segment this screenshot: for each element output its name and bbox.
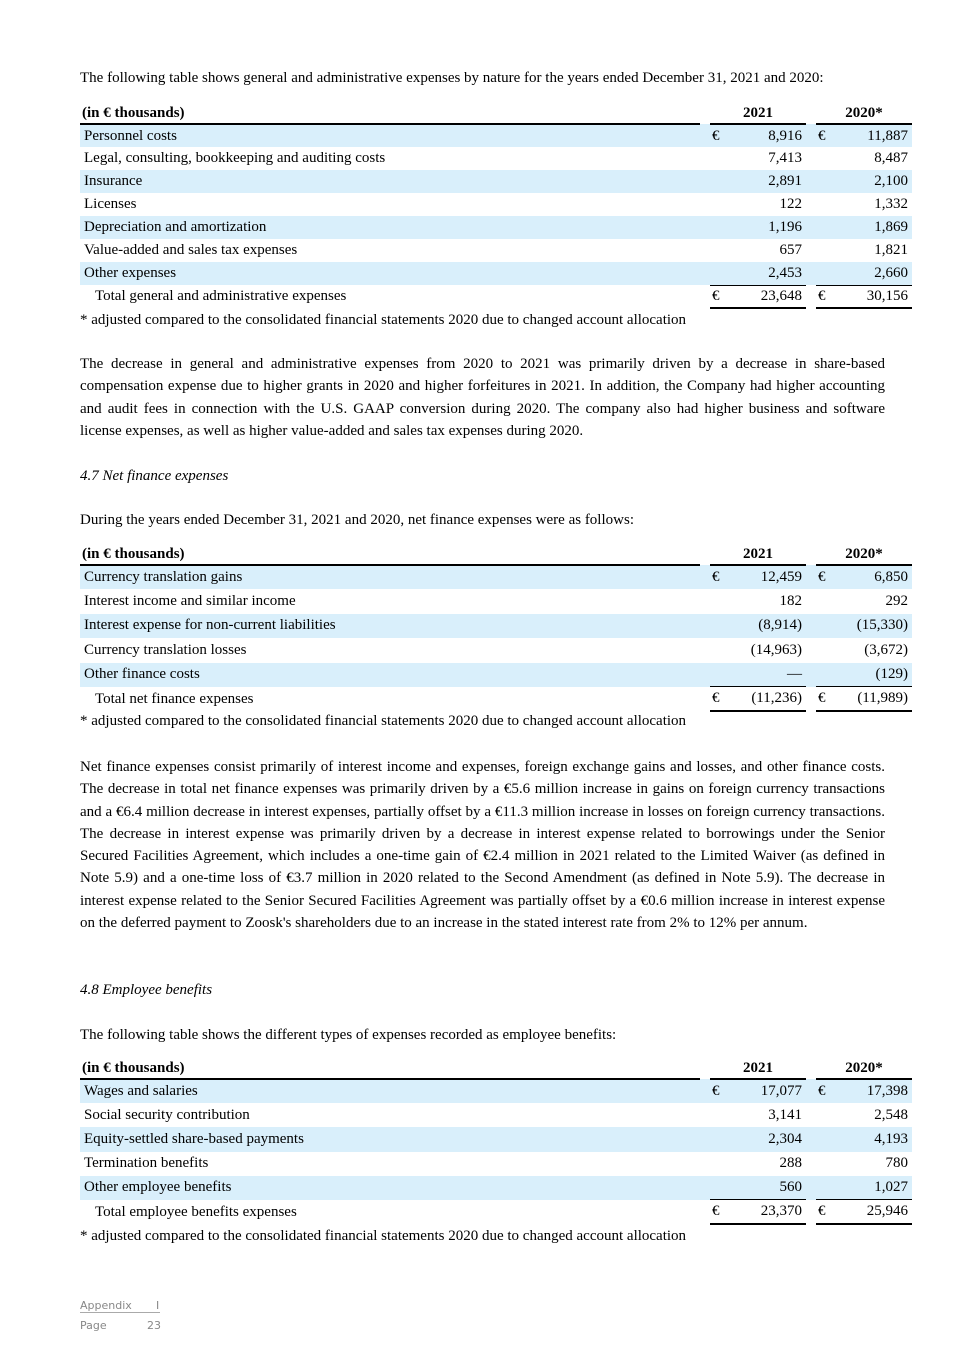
table-footnote: * adjusted compared to the consolidated financial statements 2020 due to changed account allocation	[80, 713, 687, 729]
currency-2020: €	[816, 285, 836, 308]
currency-2020	[816, 638, 836, 662]
section-heading-net-finance: 4.7 Net finance expenses	[80, 468, 229, 484]
currency-2021	[710, 147, 730, 170]
ga-expenses-paragraph: The decrease in general and administrative expenses from 2020 to 2021 was primarily driven by a decrease in share-based compensation expense due to higher grants in 2020 and higher forfeitures in 2021. In addition, the Company had higher accounting and audit fees in connection with the U.S. GAAP conversion during 2020. The company also had higher business and software license expenses, as well as higher value-added and sales tax expenses during 2020.	[80, 356, 885, 440]
value-2021: (11,236)	[730, 687, 806, 711]
value-2021: 1,196	[730, 216, 806, 239]
table-row	[80, 1103, 912, 1127]
value-2020: 6,850	[836, 565, 912, 589]
value-2021: 3,141	[768, 1106, 802, 1123]
row-label: Total net finance expenses	[95, 690, 254, 707]
row-label: Insurance	[80, 170, 700, 193]
row-label: Wages and salaries	[80, 1079, 700, 1103]
row-label: Interest expense for non-current liabilities	[80, 614, 700, 638]
table-row	[80, 663, 912, 687]
value-2020: (15,330)	[836, 614, 912, 638]
employee-benefits-table	[80, 1059, 912, 1225]
table-header-row	[80, 104, 912, 124]
row-label: Equity-settled share-based payments	[80, 1127, 700, 1151]
row-label: Total general and administrative expenses	[95, 288, 347, 304]
currency-2020: €	[816, 1200, 836, 1224]
value-2021: 17,077	[730, 1079, 806, 1103]
currency-2021	[710, 638, 730, 662]
currency-2021	[710, 1127, 730, 1151]
table-row	[80, 124, 912, 147]
table-row	[80, 1152, 912, 1176]
currency-2020	[816, 1176, 836, 1200]
row-label: Other expenses	[80, 262, 700, 285]
value-2021: 2,304	[730, 1127, 806, 1151]
currency-2021	[710, 262, 730, 285]
value-2021: —	[730, 663, 806, 687]
value-2020: (3,672)	[864, 641, 908, 658]
currency-2021: €	[710, 1200, 730, 1224]
section2-intro: During the years ended December 31, 2021 and 2020, net finance expenses were as follows:	[80, 512, 634, 528]
value-2021: 8,916	[730, 124, 806, 147]
unit-header: (in € thousands)	[80, 1059, 700, 1079]
footer-appendix	[80, 1299, 160, 1313]
table-row	[80, 1127, 912, 1151]
currency-2021	[710, 216, 730, 239]
section1-intro: The following table shows general and administrative expenses by nature for the years ended December 31, 2021 and 2020:	[80, 70, 824, 86]
year-2020-header: 2020*	[816, 1059, 912, 1079]
currency-2020	[816, 663, 836, 687]
total-row	[80, 1200, 912, 1224]
net-finance-table	[80, 545, 912, 712]
table-row	[80, 1176, 912, 1200]
currency-2020	[816, 1127, 836, 1151]
currency-2020	[816, 262, 836, 285]
currency-2021	[710, 614, 730, 638]
value-2021: 182	[779, 593, 802, 610]
currency-2021: €	[710, 124, 730, 147]
value-2020: 17,398	[836, 1079, 912, 1103]
value-2021: 23,648	[730, 285, 806, 308]
currency-2021	[710, 1103, 730, 1127]
currency-2021	[710, 170, 730, 193]
currency-2020	[816, 1103, 836, 1127]
currency-2020: €	[816, 565, 836, 589]
row-label: Total employee benefits expenses	[95, 1203, 297, 1220]
table-row	[80, 589, 912, 613]
value-2020: 11,887	[836, 124, 912, 147]
currency-2020	[816, 193, 836, 216]
currency-2020	[816, 614, 836, 638]
value-2020: 1,027	[836, 1176, 912, 1200]
value-2021: 7,413	[768, 150, 802, 166]
row-label: Licenses	[84, 196, 137, 212]
page-label: Page	[80, 1319, 107, 1332]
currency-2020	[816, 170, 836, 193]
net-finance-paragraph: Net finance expenses consist primarily of interest income and expenses, foreign exchange gains and losses, and other finance costs. The decrease in total net finance expenses was primarily driven by a €5.6 million increase in gains on foreign currency transactions and a €6.4 million decrease in interest expenses, partially offset by a €11.3 million increase in losses on foreign currency transactions. The decrease in interest expense was primarily driven by a decrease in interest expense related to borrowings under the Senior Secured Facilities Agreement, which includes a one-time gain of €2.4 million in 2021 related to the Limited Waiver (as defined in Note 5.9) and a one-time loss of €3.7 million in 2020 related to the Second Amendment (as defined in Note 5.9). The decrease in interest expense related to the Senior Secured Facilities Agreement was partially offset by a €0.6 million increase in interest expense on the deferred payment to Zoosk's shareholders due to an increase in the stated interest rate from 2% to 12% per annum.	[80, 759, 885, 932]
row-label: Legal, consulting, bookkeeping and auditing costs	[84, 150, 386, 166]
appendix-label: Appendix	[80, 1299, 132, 1312]
table-row	[80, 638, 912, 662]
currency-2020	[816, 147, 836, 170]
row-label: Other employee benefits	[80, 1176, 700, 1200]
currency-2021: €	[710, 1079, 730, 1103]
year-2021-header: 2021	[710, 104, 806, 124]
currency-2020: €	[816, 124, 836, 147]
section3-intro: The following table shows the different types of expenses recorded as employee benefits:	[80, 1027, 617, 1043]
footer-page	[80, 1319, 160, 1332]
row-label: Value-added and sales tax expenses	[84, 242, 298, 258]
currency-2021: €	[710, 565, 730, 589]
unit-header: (in € thousands)	[80, 104, 700, 124]
table-row	[80, 262, 912, 285]
value-2021: 2,891	[730, 170, 806, 193]
currency-2021	[710, 663, 730, 687]
year-2020-header: 2020*	[816, 104, 912, 124]
currency-2021	[710, 1176, 730, 1200]
table-header-row	[80, 1059, 912, 1079]
value-2020: 292	[885, 593, 908, 610]
row-label: Termination benefits	[84, 1155, 209, 1172]
value-2020: 30,156	[836, 285, 912, 308]
currency-2021: €	[710, 687, 730, 711]
value-2021: (14,963)	[750, 641, 802, 658]
currency-2020	[816, 589, 836, 613]
total-row	[80, 285, 912, 308]
currency-2021	[710, 1152, 730, 1176]
currency-2020	[816, 239, 836, 262]
value-2020: 8,487	[874, 150, 908, 166]
row-label: Currency translation losses	[84, 641, 247, 658]
appendix-value: I	[156, 1299, 160, 1312]
value-2021: 122	[779, 196, 802, 212]
year-2021-header: 2021	[710, 1059, 806, 1079]
row-label: Social security contribution	[84, 1106, 250, 1123]
table-row	[80, 193, 912, 216]
value-2020: 2,100	[836, 170, 912, 193]
value-2020: 1,869	[836, 216, 912, 239]
value-2020: 25,946	[836, 1200, 912, 1224]
currency-2020: €	[816, 1079, 836, 1103]
currency-2021	[710, 193, 730, 216]
row-label: Currency translation gains	[80, 565, 700, 589]
value-2020: 1,332	[874, 196, 908, 212]
value-2021: 657	[779, 242, 802, 258]
value-2021: (8,914)	[730, 614, 806, 638]
value-2020: (11,989)	[836, 687, 912, 711]
year-2021-header: 2021	[710, 545, 806, 565]
table-row	[80, 147, 912, 170]
value-2021: 12,459	[730, 565, 806, 589]
table-row	[80, 239, 912, 262]
row-label: Personnel costs	[80, 124, 700, 147]
table-footnote: * adjusted compared to the consolidated financial statements 2020 due to changed account allocation	[80, 312, 687, 328]
value-2021: 288	[779, 1155, 802, 1172]
currency-2021	[710, 589, 730, 613]
section-heading-employee-benefits: 4.8 Employee benefits	[80, 982, 213, 998]
year-2020-header: 2020*	[816, 545, 912, 565]
row-label: Depreciation and amortization	[80, 216, 700, 239]
table-row	[80, 1079, 912, 1103]
currency-2021: €	[710, 285, 730, 308]
total-row	[80, 687, 912, 711]
table-row	[80, 216, 912, 239]
value-2020: (129)	[836, 663, 912, 687]
table-row	[80, 170, 912, 193]
currency-2021	[710, 239, 730, 262]
value-2020: 4,193	[836, 1127, 912, 1151]
value-2021: 560	[730, 1176, 806, 1200]
currency-2020	[816, 1152, 836, 1176]
currency-2020	[816, 216, 836, 239]
value-2020: 1,821	[874, 242, 908, 258]
value-2020: 2,548	[874, 1106, 908, 1123]
row-label: Interest income and similar income	[84, 593, 296, 610]
table-header-row	[80, 545, 912, 565]
table-row	[80, 614, 912, 638]
unit-header: (in € thousands)	[80, 545, 700, 565]
value-2021: 2,453	[730, 262, 806, 285]
currency-2020: €	[816, 687, 836, 711]
value-2021: 23,370	[730, 1200, 806, 1224]
table-row	[80, 565, 912, 589]
value-2020: 780	[885, 1155, 908, 1172]
table-footnote: * adjusted compared to the consolidated financial statements 2020 due to changed account allocation	[80, 1228, 687, 1244]
value-2020: 2,660	[836, 262, 912, 285]
ga-expenses-table	[80, 104, 912, 309]
page-number: 23	[147, 1319, 161, 1332]
row-label: Other finance costs	[80, 663, 700, 687]
